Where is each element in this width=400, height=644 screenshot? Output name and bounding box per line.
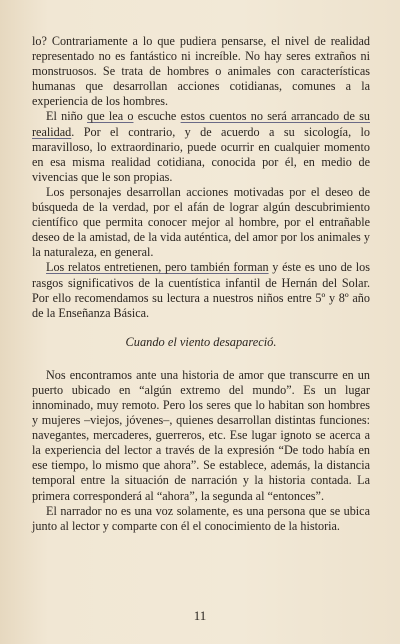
section-title: Cuando el viento desapareció.	[125, 334, 277, 349]
paragraph-story-setting: Nos encontramos ante una historia de amor que transcurre en un puerto ubicado en “algún extremo del mundo”. Es un lugar innominado, muy remoto. Pero los seres que lo habitan son hombres y mujeres –viejos, jóvenes–, quienes desarrollan distintas funciones: navegantes, mercaderes, guerreros, etc. Ese lugar ignoto se acerca a la experiencia del lector a través de la expresión “De todo había en ese tiempo, lo mismo que ahora”. Se establece, además, la distancia temporal entre la situación de narración y la historia contada. La primera corresponderá al “ahora”, la segunda al “entonces”.	[32, 367, 370, 503]
paragraph-characters: Los personajes desarrollan acciones motivadas por el deseo de búsqueda de la verdad, por el afán de lograr algún descubrimiento científico que permita conocer mejor al hombre, por el entrañable deseo de la amistad, de la vida auténtica, del amor por los animales y la naturaleza, en general.	[32, 184, 370, 260]
paragraph-child-reader	[32, 109, 370, 184]
text-segment: y éste es uno de los rasgos significativos de la cuentística infantil de Hernán del Solar. Por ello recomendamos su lectura a nuestros niños entre 5º y 8º año de la Enseñanza Básica.	[32, 260, 370, 320]
page-number: 11	[193, 608, 207, 623]
pencil-underline-1: que lea o	[87, 109, 134, 124]
text-segment: . Por el contrario, y de acuerdo a su sicología, lo maravilloso, lo extraordinario, puede ocurrir en cualquier momento en esa misma realidad cotidiana, conocida por él, en medio de vivencias que le son propias.	[32, 124, 370, 184]
pencil-underline-3: Los relatos entretienen, pero también forman	[46, 260, 269, 275]
text-segment: escuche	[133, 109, 181, 124]
text-segment: El niño	[46, 109, 88, 124]
paragraph-narrator: El narrador no es una voz solamente, es una persona que se ubica junto al lector y comparte con él el conocimiento de la historia.	[32, 503, 370, 533]
paragraph-recommendation	[32, 260, 370, 320]
paragraph-intro: lo? Contrariamente a lo que pudiera pensarse, el nivel de realidad representado no es fantástico ni increíble. No hay seres extraños ni monstruosos. Se trata de hombres o animales con características humanas que desarrollan acciones cotidianas, comunes a la experiencia de los hombres.	[32, 34, 370, 109]
pencil-underline-2: estos cuentos no será arrancado de su realidad	[32, 109, 370, 139]
